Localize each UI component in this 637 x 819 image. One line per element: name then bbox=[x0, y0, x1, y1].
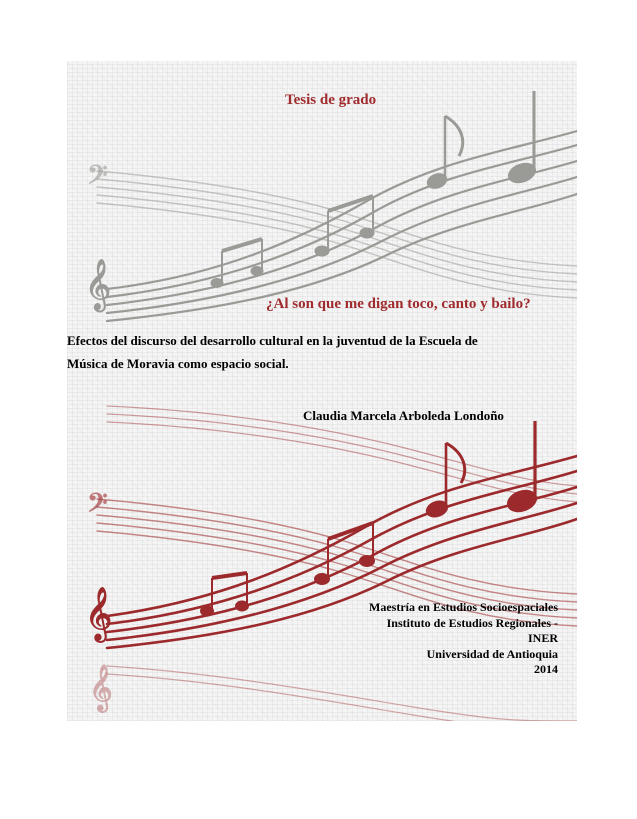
gray-staff-lines bbox=[97, 131, 577, 321]
treble-clef-faded-icon: 𝄞 bbox=[89, 665, 113, 711]
question-title: ¿Al son que me digan toco, canto y bailo? bbox=[266, 296, 531, 312]
bass-clef-icon: 𝄢 bbox=[87, 159, 108, 197]
subtitle bbox=[67, 329, 567, 375]
gray-notes bbox=[85, 91, 538, 312]
bass-clef-red-icon: 𝄢 bbox=[87, 487, 108, 525]
treble-clef-icon: 𝄞 bbox=[85, 259, 112, 310]
treble-clef-red-icon: 𝄞 bbox=[85, 586, 113, 640]
institute-acronym: INER bbox=[527, 631, 558, 645]
subtitle-line-2: Música de Moravia como espacio social. bbox=[67, 356, 289, 371]
author-name: Claudia Marcela Arboleda Londoño bbox=[303, 408, 504, 423]
subtitle-line-1: Efectos del discurso del desarrollo cultural en la juventud de la Escuela de bbox=[67, 333, 478, 348]
institution-block bbox=[300, 600, 558, 678]
university-name: Universidad de Antioquia bbox=[426, 646, 558, 661]
program-name: Maestría en Estudios Socioespaciales bbox=[369, 600, 558, 614]
thesis-label: Tesis de grado bbox=[285, 92, 377, 108]
year: 2014 bbox=[534, 662, 558, 676]
institute-name: Instituto de Estudios Regionales - bbox=[386, 615, 558, 630]
